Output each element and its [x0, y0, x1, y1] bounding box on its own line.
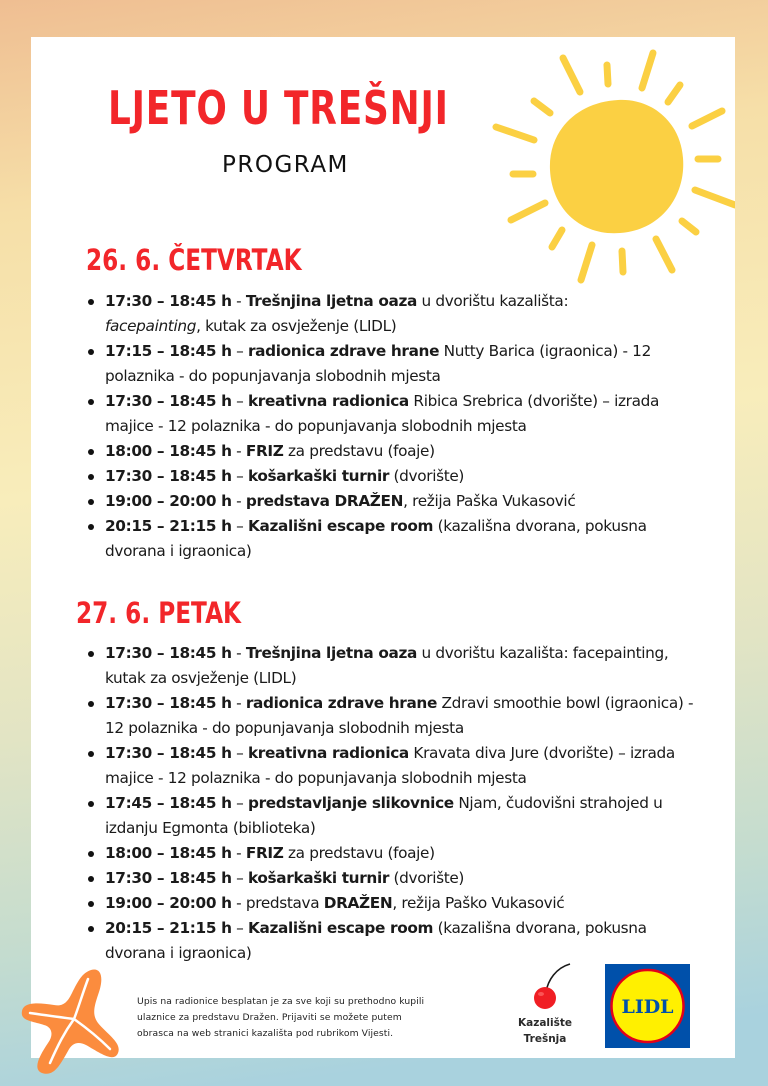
- event-details: (dvorište): [389, 467, 465, 485]
- event-details-italic: facepainting: [105, 317, 197, 335]
- footer-note-line: Upis na radionice besplatan je za sve koji su prethodno kupili: [137, 996, 425, 1007]
- event-title: radionica zdrave hrane: [247, 342, 440, 360]
- event-title: košarkaški turnir: [247, 869, 390, 887]
- event-separator: –: [231, 744, 248, 762]
- event-separator: -: [231, 292, 246, 310]
- event-separator: -: [231, 694, 246, 712]
- event-details: (kazališna dvorana, pokusna dvorana i igraonica): [105, 517, 647, 560]
- lidl-logo-text: LIDL: [621, 996, 674, 1018]
- event-details: u dvorištu kazališta: facepainting, kutak za osvježenje (LIDL): [105, 644, 669, 687]
- event-title: FRIZ: [245, 844, 284, 862]
- event-details: Nutty Barica (igraonica) - 12 polaznika - do popunjavanja slobodnih mjesta: [105, 342, 651, 385]
- event-title: Kazališni escape room: [247, 919, 434, 937]
- footer-note-line: ulaznice za predstavu Dražen. Prijaviti se možete putem: [137, 1012, 402, 1023]
- event-item: [86, 464, 706, 489]
- event-title: kreativna radionica: [247, 392, 409, 410]
- event-time: 20:15 – 21:15 h: [105, 517, 232, 535]
- event-item: [86, 741, 706, 791]
- event-title: Kazališni escape room: [247, 517, 434, 535]
- event-separator: –: [231, 794, 248, 812]
- event-time: 17:30 – 18:45 h: [105, 392, 232, 410]
- event-list: [86, 641, 706, 966]
- event-separator: –: [231, 467, 248, 485]
- sun-icon: [490, 40, 735, 290]
- event-item: [86, 866, 706, 891]
- event-details: , režija Paška Vukasović: [403, 492, 576, 510]
- event-time: 17:30 – 18:45 h: [105, 467, 232, 485]
- footer-note-line: obrasca na web stranici kazališta pod rubrikom Vijesti.: [137, 1028, 394, 1039]
- event-item: [86, 791, 706, 841]
- event-time: 19:00 – 20:00 h: [105, 894, 232, 912]
- event-title: Trešnjina ljetna oaza: [245, 644, 417, 662]
- event-details: za predstavu (foaje): [283, 442, 435, 460]
- event-title: DRAŽEN: [323, 894, 393, 912]
- event-time: 17:30 – 18:45 h: [105, 744, 232, 762]
- event-list: [86, 289, 706, 564]
- event-separator: –: [231, 869, 248, 887]
- event-separator: –: [231, 919, 248, 937]
- event-time: 19:00 – 20:00 h: [105, 492, 232, 510]
- event-time: 18:00 – 18:45 h: [105, 442, 232, 460]
- theatre-logo-line: Kazalište: [517, 1017, 572, 1029]
- starfish-icon: [18, 965, 130, 1077]
- event-details: Njam, čudovišni strahojed u izdanju Egmonta (biblioteka): [105, 794, 663, 837]
- event-separator: –: [231, 342, 248, 360]
- event-item: [86, 641, 706, 691]
- event-time: 17:30 – 18:45 h: [105, 292, 232, 310]
- event-details: za predstavu (foaje): [283, 844, 435, 862]
- event-details: Zdravi smoothie bowl (igraonica) - 12 polaznika - do popunjavanja slobodnih mjesta: [105, 694, 694, 737]
- event-title: košarkaški turnir: [247, 467, 390, 485]
- event-time: 17:30 – 18:45 h: [105, 644, 232, 662]
- theatre-logo-line: Trešnja: [523, 1033, 567, 1045]
- event-item: [86, 916, 706, 966]
- event-item: [86, 514, 706, 564]
- event-time: 18:00 – 18:45 h: [105, 844, 232, 862]
- event-item: [86, 489, 706, 514]
- event-details: Ribica Srebrica (dvorište) – izrada majice - 12 polaznika - do popunjavanja slobodnih mjesta: [105, 392, 659, 435]
- event-item: [86, 289, 706, 339]
- event-details: , režija Paško Vukasović: [392, 894, 565, 912]
- day-heading: 27. 6. PETAK: [76, 596, 242, 630]
- event-details: , kutak za osvježenje (LIDL): [196, 317, 397, 335]
- event-title: FRIZ: [245, 442, 284, 460]
- event-details: Kravata diva Jure (dvorište) – izrada majice - 12 polaznika - do popunjavanja slobodnih mjesta: [105, 744, 675, 787]
- footer-note: [137, 994, 497, 1042]
- event-time: 17:45 – 18:45 h: [105, 794, 232, 812]
- event-time: 17:15 – 18:45 h: [105, 342, 232, 360]
- cherry-icon: [510, 962, 580, 1010]
- event-separator: -: [231, 492, 246, 510]
- day-heading: 26. 6. ČETVRTAK: [86, 243, 302, 277]
- event-item: [86, 339, 706, 389]
- event-details: (dvorište): [389, 869, 465, 887]
- lidl-logo: [605, 964, 690, 1048]
- event-item: [86, 439, 706, 464]
- event-separator: –: [231, 392, 248, 410]
- event-title: predstavljanje slikovnice: [247, 794, 454, 812]
- event-item: [86, 691, 706, 741]
- event-separator: -: [231, 644, 246, 662]
- event-details: (kazališna dvorana, pokusna dvorana i igraonica): [105, 919, 647, 962]
- event-item: [86, 841, 706, 866]
- event-title: radionica zdrave hrane: [245, 694, 437, 712]
- event-separator: –: [231, 517, 248, 535]
- event-separator: -: [231, 844, 246, 862]
- event-item: [86, 389, 706, 439]
- event-separator: -: [231, 442, 246, 460]
- event-time: 17:30 – 18:45 h: [105, 869, 232, 887]
- page-subtitle: PROGRAM: [222, 152, 349, 178]
- event-title: kreativna radionica: [247, 744, 409, 762]
- event-item: [86, 891, 706, 916]
- theatre-logo-text: [508, 1015, 582, 1047]
- page-title: LJETO U TREŠNJI: [108, 81, 449, 135]
- event-details: u dvorištu kazališta:: [416, 292, 569, 310]
- event-time: 17:30 – 18:45 h: [105, 694, 232, 712]
- event-time: 20:15 – 21:15 h: [105, 919, 232, 937]
- event-title: predstava DRAŽEN: [245, 492, 404, 510]
- event-title: Trešnjina ljetna oaza: [245, 292, 417, 310]
- event-separator: - predstava: [231, 894, 324, 912]
